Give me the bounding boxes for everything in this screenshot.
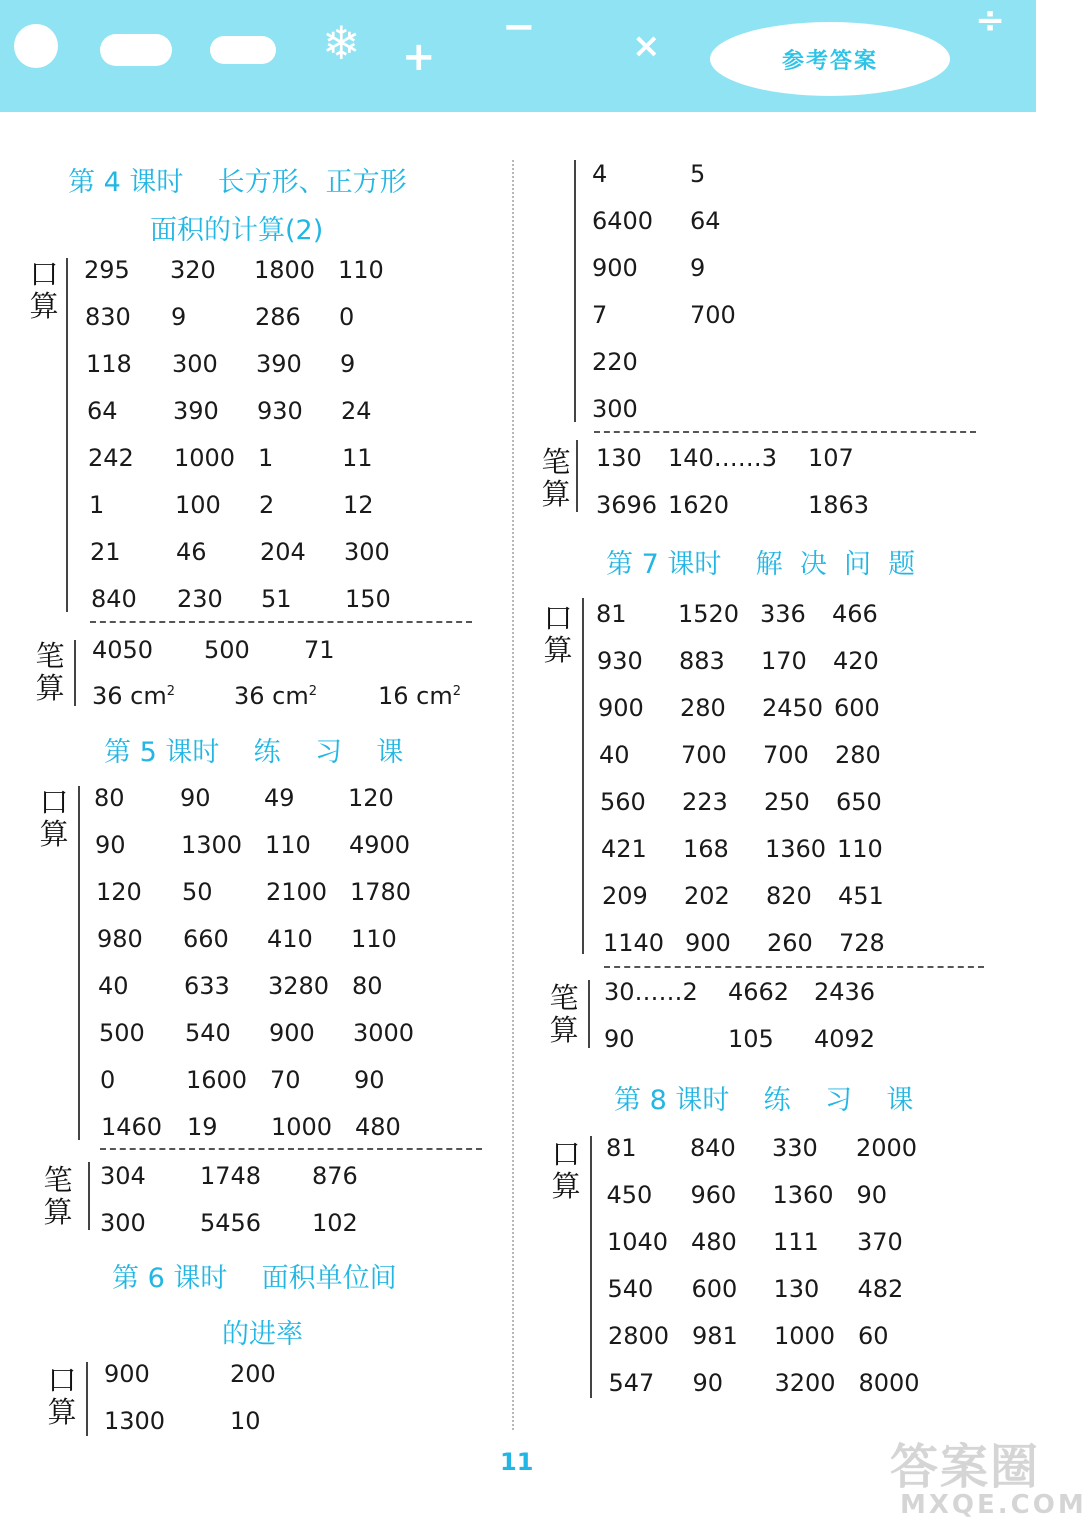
written-calc-label [32,640,68,704]
area-answer: 36 $cm^2$ [92,682,176,710]
answer-cell: 466 [832,600,878,628]
answer-cell: 540 [607,1275,654,1303]
lesson7-title: 第 7 课时 解 决 问 题 [606,549,916,580]
answer-cell: 81 [596,600,627,628]
answer-cell: 3280 [268,972,330,1000]
answer-cell: 10 [230,1407,261,1435]
cloud-icon [100,34,172,66]
answer-cell: 300 [592,395,638,423]
answer-cell: 700 [681,741,727,769]
multiply-icon: × [632,26,661,66]
label-char: 算 [543,633,573,667]
answer-cell: 7 [592,301,608,329]
answer-cell: 64 [690,207,721,235]
label-char: 算 [35,671,65,705]
dashed-separator [90,621,472,623]
answer-cell: 120 [348,784,394,812]
answer-cell: 451 [838,882,884,910]
answer-cell: 900 [269,1019,315,1047]
answer-cell: 370 [857,1228,903,1256]
answer-cell: 980 [97,925,143,953]
answer-cell: 90 [95,831,126,859]
vertical-rule [88,1162,90,1230]
answer-cell: 0 [100,1066,116,1094]
watermark-url: MXQE.COM [900,1490,1087,1520]
answer-cell: 49 [264,784,295,812]
label-char: 笔 [549,981,579,1015]
rain-cloud-icon [210,36,276,64]
answer-cell: 900 [104,1360,150,1388]
written-calc-label [546,982,582,1046]
vertical-rule [574,160,576,422]
written-calc-label [40,1164,76,1228]
answer-cell: 140……3 [668,444,778,472]
answer-cell: 230 [177,585,223,613]
answer-cell: 170 [761,647,807,675]
answer-cell: 633 [184,972,230,1000]
answer-cell: 600 [834,694,880,722]
answer-cell: 11 [342,444,373,472]
answer-key-badge [710,22,950,96]
answer-cell: 900 [598,694,644,722]
label-char: 算 [43,1195,73,1229]
answer-cell: 12 [343,491,374,519]
answer-cell: 3200 [774,1369,836,1397]
answer-cell: 480 [691,1228,737,1256]
answer-cell: 168 [683,835,729,863]
lesson5-title: 第 5 课时 练 习 课 [104,737,404,768]
answer-cell: 300 [344,538,390,566]
answer-cell: 110 [338,256,384,284]
dashed-separator [604,966,984,968]
answer-cell: 600 [691,1275,738,1303]
answer-cell: 46 [176,538,207,566]
answer-cell: 280 [835,741,881,769]
lesson6-title: 第 6 课时 面积单位间 [112,1263,397,1294]
label-char: 口 [551,1137,581,1171]
label-char: 算 [541,477,571,511]
answer-cell: 560 [600,788,646,816]
answer-cell: 4900 [349,831,411,859]
label-char: 口 [39,785,69,819]
answer-cell: 90 [180,784,211,812]
answer-cell: 280 [680,694,726,722]
oral-calc-label [44,1364,80,1428]
answer-cell: 390 [173,397,219,425]
answer-cell: 300 [172,350,218,378]
answer-cell: 40 [98,972,129,1000]
area-answer: 36 $cm^2$ [234,682,318,710]
cloud-icon [14,24,58,68]
answer-cell: 547 [608,1369,655,1397]
plus-icon: + [402,34,436,80]
answer-cell: 24 [341,397,372,425]
answer-cell: 930 [257,397,303,425]
answer-cell: 107 [808,444,854,472]
answer-cell: 500 [99,1019,145,1047]
label-char: 算 [549,1013,579,1047]
answer-cell: 1460 [101,1113,163,1141]
answer-cell: 295 [84,256,130,284]
vertical-rule [582,598,584,954]
answer-cell: 300 [100,1209,146,1237]
answer-cell: 5456 [200,1209,262,1237]
answer-cell: 110 [265,831,311,859]
answer-cell: 111 [773,1228,819,1256]
answer-cell: 883 [679,647,725,675]
answer-cell: 1300 [181,831,243,859]
answer-cell: 450 [606,1181,653,1209]
badge-text: 参考答案 [781,48,878,74]
answer-cell: 51 [261,585,292,613]
snowflake-icon: ❄ [322,16,361,70]
answer-cell: 4050 [92,636,154,664]
answer-cell: 1140 [603,929,665,957]
answer-cell: 200 [230,1360,276,1388]
answer-cell: 1000 [774,1322,836,1350]
answer-cell: 150 [345,585,391,613]
answer-cell: 71 [304,636,335,664]
answer-cell: 209 [602,882,648,910]
answer-cell: 81 [606,1134,637,1162]
answer-cell: 840 [91,585,137,613]
answer-cell: 3696 [596,491,658,519]
answer-cell: 4662 [728,978,790,1006]
answer-cell: 2100 [266,878,328,906]
answer-cell: 250 [764,788,810,816]
lesson8-title: 第 8 课时 练 习 课 [614,1085,914,1116]
answer-cell: 120 [96,878,142,906]
answer-cell: 960 [690,1181,737,1209]
answer-cell: 80 [94,784,125,812]
answer-cell: 820 [766,882,812,910]
answer-cell: 1000 [174,444,236,472]
answer-cell: 1000 [271,1113,333,1141]
answer-cell: 9 [690,254,706,282]
answer-cell: 410 [267,925,313,953]
answer-cell: 1620 [668,491,730,519]
answer-cell: 1780 [350,878,412,906]
answer-cell: 390 [256,350,302,378]
answer-cell: 1300 [104,1407,166,1435]
answer-cell: 220 [592,348,638,376]
column-divider [512,160,514,1430]
page-number: 11 [500,1448,534,1476]
written-calc-label [538,446,574,510]
dashed-separator [594,431,976,433]
answer-cell: 420 [833,647,879,675]
answer-cell: 320 [170,256,216,284]
answer-cell: 3000 [353,1019,415,1047]
lesson4-subtitle: 面积的计算(2) [150,215,324,246]
answer-cell: 540 [185,1019,231,1047]
answer-cell: 304 [100,1162,146,1190]
answer-cell: 500 [204,636,250,664]
lesson6-subtitle: 的进率 [222,1319,303,1350]
label-char: 笔 [35,639,65,673]
oral-calc-label [26,258,62,322]
answer-cell: 110 [351,925,397,953]
label-char: 算 [47,1395,77,1429]
dashed-separator [100,1148,482,1150]
answer-cell: 90 [354,1066,385,1094]
answer-cell: 728 [839,929,885,957]
answer-cell: 1600 [186,1066,248,1094]
area-answer: 16 $cm^2$ [378,682,462,710]
vertical-rule [66,258,68,612]
oral-calc-label [548,1138,584,1202]
answer-cell: 9 [340,350,356,378]
vertical-rule [74,640,76,706]
vertical-rule [590,1136,592,1398]
answer-cell: 2 [259,491,275,519]
label-char: 口 [29,257,59,291]
vertical-rule [588,980,590,1048]
answer-cell: 19 [187,1113,218,1141]
answer-cell: 8000 [858,1369,920,1397]
header-banner [0,0,1036,112]
answer-cell: 204 [260,538,306,566]
answer-cell: 5 [690,160,706,188]
answer-cell: 330 [772,1134,818,1162]
answer-cell: 2450 [762,694,824,722]
answer-cell: 900 [592,254,638,282]
answer-cell: 650 [836,788,882,816]
answer-cell: 110 [837,835,883,863]
answer-cell: 6400 [592,207,654,235]
answer-cell: 336 [760,600,806,628]
answer-cell: 105 [728,1025,774,1053]
answer-cell: 4 [592,160,608,188]
answer-cell: 1863 [808,491,870,519]
answer-cell: 0 [339,303,355,331]
answer-cell: 1 [89,491,105,519]
answer-cell: 130 [773,1275,820,1303]
answer-cell: 876 [312,1162,358,1190]
answer-cell: 1520 [678,600,740,628]
answer-cell: 60 [858,1322,889,1350]
answer-cell: 2436 [814,978,876,1006]
answer-cell: 4092 [814,1025,876,1053]
lesson4-title: 第 4 课时 长方形、正方形 [68,167,407,198]
answer-cell: 700 [763,741,809,769]
vertical-rule [576,440,578,512]
label-char: 口 [47,1363,77,1397]
answer-cell: 242 [88,444,134,472]
answer-cell: 100 [175,491,221,519]
watermark-text: 答案圈 [890,1439,1041,1495]
answer-cell: 1360 [765,835,827,863]
answer-cell: 260 [767,929,813,957]
answer-cell: 90 [856,1181,888,1209]
answer-cell: 981 [692,1322,738,1350]
divide-icon: ÷ [975,0,1006,41]
answer-cell: 80 [352,972,383,1000]
answer-cell: 286 [255,303,301,331]
answer-cell: 840 [690,1134,736,1162]
answer-cell: 480 [355,1113,401,1141]
label-char: 笔 [43,1163,73,1197]
oral-calc-label [540,602,576,666]
answer-cell: 30……2 [604,978,698,1006]
answer-cell: 482 [857,1275,904,1303]
oral-calc-label [36,786,72,850]
label-char: 口 [543,601,573,635]
answer-cell: 930 [597,647,643,675]
answer-cell: 50 [182,878,213,906]
answer-cell: 40 [599,741,630,769]
answer-cell: 202 [684,882,730,910]
answer-cell: 118 [86,350,132,378]
answer-cell: 9 [171,303,187,331]
answer-cell: 70 [270,1066,301,1094]
answer-cell: 90 [604,1025,635,1053]
watermark-logo [880,1428,1087,1528]
vertical-rule [78,786,80,1140]
answer-cell: 21 [90,538,121,566]
label-char: 算 [29,289,59,323]
label-char: 算 [39,817,69,851]
answer-cell: 90 [692,1369,724,1397]
answer-cell: 64 [87,397,118,425]
answer-cell: 660 [183,925,229,953]
answer-cell: 1360 [772,1181,834,1209]
vertical-rule [86,1362,88,1436]
answer-cell: 102 [312,1209,358,1237]
answer-cell: 223 [682,788,728,816]
label-char: 笔 [541,445,571,479]
answer-cell: 2800 [608,1322,670,1350]
answer-cell: 130 [596,444,642,472]
answer-cell: 900 [685,929,731,957]
label-char: 算 [551,1169,581,1203]
answer-cell: 2000 [856,1134,918,1162]
answer-cell: 830 [85,303,131,331]
answer-cell: 700 [690,301,736,329]
minus-icon: − [502,4,536,50]
answer-cell: 1800 [254,256,316,284]
answer-cell: 421 [601,835,647,863]
answer-cell: 1748 [200,1162,262,1190]
answer-cell: 1040 [607,1228,669,1256]
answer-cell: 1 [258,444,274,472]
